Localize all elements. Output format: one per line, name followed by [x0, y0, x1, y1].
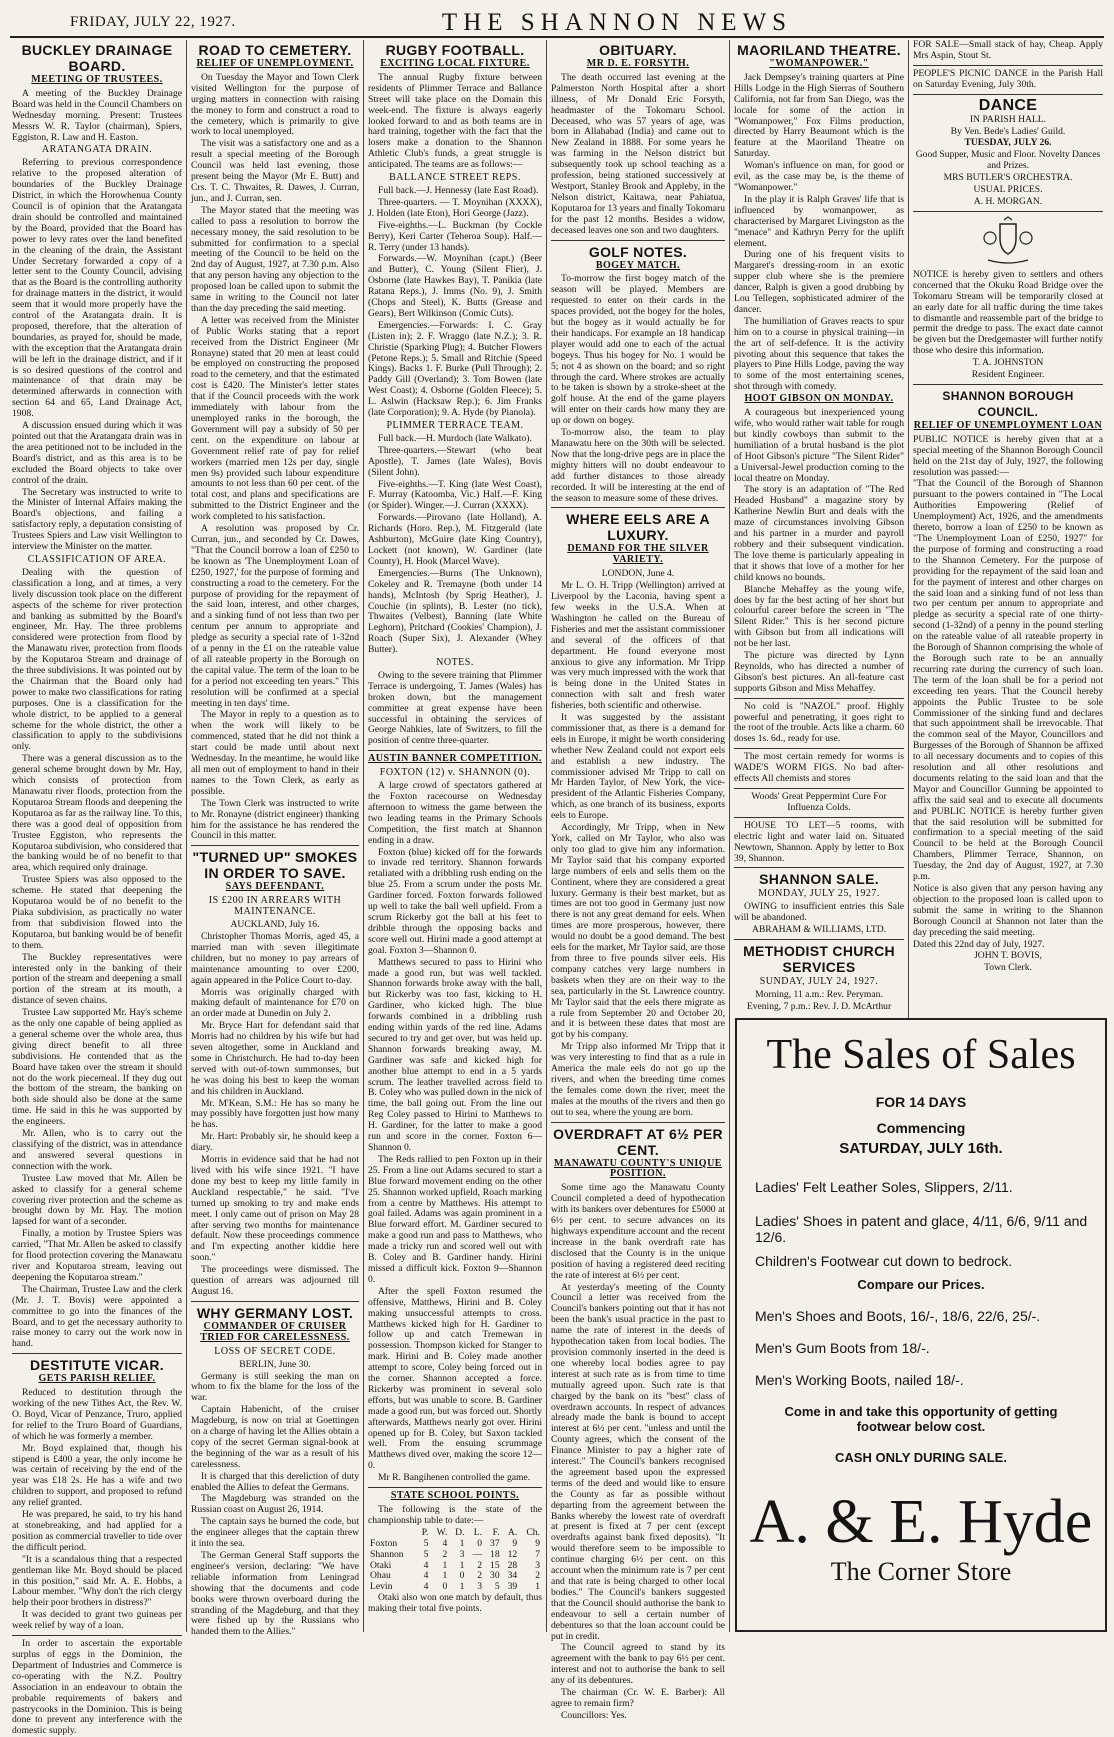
divider [191, 845, 359, 846]
paragraph: "It is a scandalous thing that a respected gentleman like Mr. Boyd should be placed in this position," said Mr. A. E. Hobbs, a Labour member. "Why don't the rich clergy help their poor brothers in distress?" [12, 1553, 182, 1609]
table-header-cell: W. [436, 1526, 448, 1538]
table-cell: 3 [459, 1548, 465, 1560]
table-cell: 1 [535, 1581, 540, 1593]
dance-orchestra: MRS BUTLER'S ORCHESTRA. [943, 172, 1073, 184]
dance-host: By Ven. Bede's Ladies' Guild. [950, 125, 1066, 137]
paragraph: Full back.—J. Hennessy (late East Road). [378, 184, 539, 196]
table-cell: — [472, 1548, 483, 1560]
paragraph: PUBLIC NOTICE is hereby given that at a special meeting of the Shannon Borough Council held on the 21st day of July, 1927, the following resolution was passed:— [913, 433, 1103, 478]
table-cell: 0 [459, 1570, 465, 1582]
section-subheading: BALLANCE STREET REPS. [389, 172, 521, 184]
paragraph: It was decided to grant two guineas per week relief by way of a loan. [12, 1609, 182, 1632]
dateline: LONDON, June 4. [601, 568, 675, 580]
table-cell: 9 [535, 1537, 540, 1549]
column-rule [363, 40, 364, 1632]
paragraph: Mr. Bryce Hart for defendant said that Morris had no children by his wife but had seven altogether, some in Auckland and some in Christchurch. He had to-day been served with out-of-town summonses, but he was doing his best to keep the woman and his children in Auckland. [191, 1020, 359, 1097]
paragraph: In order to ascertain the exportable surplus of eggs in the Dominion, the Department of Industries and Commerce is co-operating with the N.Z. Poultry Association in an endeavour to obtain the probable requirements of bakers and pastrycooks in the Dominion. This is being done to prevent any interference with the domestic supply. [12, 1638, 182, 1737]
table-cell: 12 [507, 1548, 518, 1560]
paragraph: A large crowd of spectators gathered at the Foxton racecourse on Wednesday afternoon to witness the game between the two leading teams in the Primary Schools Competition, the first match at Shannon ending in a draw. [368, 780, 542, 846]
article-subheading: COMMANDER OF CRUISER TRIED FOR CARELESSNESS. [200, 1320, 350, 1343]
table-cell: 4 [423, 1581, 429, 1593]
sales-advertisement [735, 1018, 1107, 1632]
article-subheading: DEMAND FOR THE SILVER VARIETY. [567, 543, 709, 566]
paragraph: The picture was directed by Lynn Reynolds, who has directed a number of Gibson's best pictures. An all-feature cast supports Gibson and Miss Mehaffey. [734, 650, 904, 694]
paragraph: The humiliation of Graves reacts to spur him on to a course in physical training—in the art of self-defence. It is the activity pivoting about this sequence that takes the players to Pine Hills Lodge, paving the way to some of the most entertaining scenes, shot through with comedy. [734, 315, 904, 393]
newspaper-title: THE SHANNON NEWS [441, 9, 793, 36]
paragraph: To-morrow also, the team to play Manawatu here on the 30th will be selected. Now that the long-drive pegs are in place the mighty hitters will no doubt endeavour to add further distances to those already recorded. It will be interesting at the end of the season to measure some of these drives. [551, 427, 725, 504]
firm-name: A. & E. Hyde [749, 1488, 1093, 1556]
paragraph: Councillors: Yes. [561, 1709, 627, 1721]
paragraph: In the play it is Ralph Graves' life that is influenced by womanpower, as characterised by Margaret Livingston as the "menace" and Kathryn Perry for the uplift element. [734, 193, 904, 249]
table-cell: Shannon [370, 1548, 404, 1560]
paragraph: Mr Tripp also informed Mr Tripp that it was very interesting to find that as a rule in America the male eels do not go up the rivers, and when the breeding time comes the females come down the river, meet the males at the mouths of the rivers and then go out to sea, where the young are born. [551, 1041, 725, 1118]
table-cell: 5 [423, 1548, 429, 1560]
article-subheading: FOXTON (12) v. SHANNON (0). [379, 767, 531, 779]
table-cell: Levin [370, 1581, 393, 1593]
paragraph: Mr L. O. H. Tripp (Wellington) arrived at Liverpool by the Laconia, having spent a few weeks in the U.S.A. When at Washington he called on the Bureau of Fisheries and met the assistant commissioner and several of the officers of that department. He found everyone most anxious to give any information. Mr Tripp was very much impressed with the work that is being done in the United States in connection with salt and fresh water fisheries, both scientific and otherwise. [551, 580, 725, 712]
table-row [368, 1550, 542, 1561]
sales-start-date: SATURDAY, JULY 16th. [839, 1140, 1003, 1157]
council-signature: JOHN T. BOVIS, [974, 950, 1042, 962]
sales-title: The Sales of Sales [766, 1032, 1076, 1078]
sales-item: Men's Gum Boots from 18/-. [755, 1340, 930, 1356]
dance-signature: A. H. MORGAN. [973, 195, 1043, 207]
table-cell: 5 [494, 1581, 500, 1593]
section-subheading: CLASSIFICATION OF AREA. [27, 553, 167, 565]
dance-prices: USUAL PRICES. [973, 184, 1043, 196]
notice-signature: T. A. JOHNSTON [972, 357, 1044, 369]
column-1 [12, 40, 182, 1737]
paragraph: Captain Habenicht, of the cruiser Magdeburg, is now on trial at Goettingen on a charge of having let the Allies obtain a copy of the secret German signal-book at the beginning of the war as a result of his carelessness. [191, 1404, 359, 1470]
article-heading: OVERDRAFT AT 6½ PER CENT. [553, 1125, 723, 1158]
paragraph: During one of his frequent visits to Margaret's dressing-room in an exotic supper club where she is the premiere dancer, Ralph is given a good drubbing by Lou Tellegen, sophisticated admirer of the dancer. [734, 249, 904, 315]
sales-item: Men's Shoes and Boots, 16/-, 18/6, 22/6, 25/-. [755, 1308, 1041, 1324]
article-subheading: "WOMANPOWER." [769, 58, 869, 69]
paragraph: The Reds rallied to pen Foxton up in their 25. From a line out Adams secured to start a Blue forward movement ending on the other 25. Shannon worked upfield, Roach marking from a centre by Matthews. His attempt to goal failed. Adams was again prominent in a Blue forward effort. M. Gardiner secured to make a good run and pass to Matthews, who made a tricky run and scored well out with B. Coley and B. Gardiner handy. Hirini missed a difficult kick. Foxton 9—Shannon 0. [368, 1153, 542, 1285]
sale-date: MONDAY, JULY 25, 1927. [758, 888, 880, 900]
divider [734, 867, 904, 868]
table-cell: Ohau [370, 1570, 391, 1582]
paragraph: Reduced to destitution through the working of the new Tithes Act, the Rev. W. O. Boyd, Vicar of Penzance, Truro, applied for relief to the Truro Board of Guardians, of which he was formerly a member. [12, 1387, 182, 1442]
paragraph: Mr. Allen, who is to carry out the classifying of the district, was in attendance and answered several questions in connection with the work. [12, 1128, 182, 1172]
paragraph: Dated this 22nd day of July, 1927. [913, 938, 1045, 950]
divider [734, 788, 904, 789]
paragraph: The chairman (Cr. W. E. Barber): All agree to remain firm? [551, 1687, 725, 1709]
church-heading: METHODIST CHURCH SERVICES [743, 943, 895, 976]
divider [12, 1353, 182, 1354]
article-subheading: EXCITING LOCAL FIXTURE. [380, 58, 530, 69]
paragraph: The annual Rugby fixture between residents of Plimmer Terrace and Ballance Street will take place on the Domain this week-end. The fixture is always eagerly looked forward to and as both teams are in hard training, together with the fact that the losers make a donation to the Shannon Athletic Club's funds, a great struggle is anticipated. The teams are as follows:— [368, 71, 542, 171]
divider [734, 817, 904, 818]
divider [734, 939, 904, 940]
paragraph: Mr. Hart: Probably sir, he should keep a diary. [191, 1131, 359, 1154]
dance-heading: DANCE [978, 96, 1038, 114]
divider [368, 1487, 542, 1488]
paragraph: Full back.—H. Murdoch (late Walkato). [378, 432, 532, 444]
table-cell: 1 [459, 1581, 465, 1593]
paragraph: The Magdeburg was stranded on the Russian coast on August 26, 1914. [191, 1493, 359, 1516]
dance-date: TUESDAY, JULY 26. [964, 137, 1052, 149]
table-header-cell: P. [421, 1526, 429, 1538]
divider [913, 94, 1103, 95]
article-subheading: SAYS DEFENDANT. [225, 881, 325, 893]
paragraph: The Chairman, Trustee Law and the clerk (Mr. J. T. Bovis) were appointed a committee to go into the finances of the Board, and to get the necessary authority to raise money to carry out the work now in hand. [12, 1283, 182, 1350]
article-heading: WHERE EELS ARE A LUXURY. [566, 511, 710, 544]
table-cell: 39 [507, 1581, 518, 1593]
paragraph: "That the Council of the Borough of Shannon pursuant to the powers contained in "The Local Authorities Empowering (Relief of Unemployment) Act, 1926, and the amendments thereto, borrow a loan of £250 to be known as "The Unemployment Loan of £250, 1927" for the purpose of forming and constructing a road to the Shannon Cemetery. For the purpose of providing for the repayment of the said loan and for the payment of interest and other charges on the said loan and a sinking fund of not less than two per centum per annum to appropriate and pledge as security a special rate of one thirty-second (1-32nd) of a penny in the pound sterling on the rateable value of all rateable property in the Borough of Shannon comprising the whole of the Borough such rate to be an annually recurring rate during the currency of such loan. The term of the loan shall be for a period not exceeding ten years. That the Council hereby appoints the Public Trustee to be sole Commissioner of the sinking fund and declares that such appointment shall be irrevocable. That the common seal of the Mayor, Councillors and Burgesses of the Borough of Shannon be affixed to all necessary documents and to copies of this resolution and all other resolutions and documents relating to the said loan and that the Mayor and Councillor Gunning be appointed to affix the said seal and to execute all documents and PUBLIC NOTICE is hereby further given that the said resolution will be submitted for confirmation to a special meeting of the said Council to be held at the Borough Council Chambers, Plimmer Terrace, Shannon, on Tuesday, the 2nd day of August, 1927, at 7.30 p.m. [913, 478, 1103, 883]
table-cell: 30 [490, 1570, 500, 1582]
table-cell: 0 [442, 1581, 448, 1593]
article-heading: DESTITUTE VICAR. [30, 1357, 164, 1374]
article-heading: "TURNED UP" SMOKES IN ORDER TO SAVE. [192, 849, 358, 882]
paragraph: Trustee Law supported Mr. Hay's scheme as the only one capable of being applied as a general scheme over the whole area, thus giving direct benefit to all three subdivisions. He contended that as the Board have taken over the stream it should not do the work piecemeal. If they dug out the bottom of the stream, the banking on both side should also be done at the same time. He said in this he was supported by the engineers. [12, 1007, 182, 1128]
paragraph: There was a general discussion as to the general scheme brought down by Mr. Hay, which consists of protection from Manawatu river floods, protection from the Koputaroa Stream floods and deepening the Koputaroa as far as the railway line. To this, there was a good deal of opposition from Trustee Eggiston, who represents the Koputaroa subdivision, who considered that the banking would be of no benefit to that area, which required only drainage. [12, 753, 182, 874]
paragraph: A courageous but inexperienced young wife, who would rather wait table for rough but kindly cowboys than submit to the humiliation of a brutal husband is the plot of Hoot Gibson's picture "The Silent Rider" a Universal-Jewel production coming to the local theatre on Monday. [734, 407, 904, 484]
dateline: AUCKLAND, July 16. [230, 919, 320, 931]
column-rule [729, 40, 730, 1632]
table-cell: 15 [490, 1559, 500, 1571]
church-morning: Morning, 11 a.m.: Rev. Peryman. [755, 988, 883, 1000]
sales-invitation: Come in and take this opportunity of getting footwear below cost. [784, 1404, 1058, 1434]
table-cell: 3 [477, 1581, 483, 1593]
table-cell: 1 [442, 1559, 448, 1571]
table-cell: 4 [423, 1559, 429, 1571]
paragraph: It is charged that this dereliction of duty enabled the Allies to defeat the Germans. [191, 1470, 359, 1493]
church-evening: Evening, 7 p.m.: Rev. J. D. McArthur [746, 1000, 892, 1012]
table-cell: 1 [459, 1559, 465, 1571]
column-6 [913, 40, 1103, 1015]
paragraph: Woman's influence on man, for good or evil, as the case may be, is the theme of "Womanpower." [734, 160, 904, 193]
paragraph: The Town Clerk was instructed to write to Mr. Ronayne (district engineer) thanking him for the assistance he has rendered the Council in this matter. [191, 797, 359, 842]
paragraph: He was prepared, he said, to try his hand at stonebreaking, and had applied for a position as commercial traveller to tide over the difficult period. [12, 1509, 182, 1553]
paragraph: Jack Dempsey's training quarters at Pine Hills Lodge in the High Sierras of Southern California, not far from San Diego, was the locale for some of the action in "Womanpower," Fox Films production, directed by Harry Beaumont which is the feature at the Maoriland Theatre on Saturday. [734, 71, 904, 160]
article-heading: WHY GERMANY LOST. [196, 1304, 354, 1321]
paragraph: Accordingly, Mr Tripp, when in New York, called on Mr Taylor, who also was only too glad to give him any information. Mr Taylor said that his company exported large numbers of eels and sells them on the Continent, where they are considered a great luxury. Germany is their best market, but as times are not too good in Germany just now there is not any great demand for eels. When times are more prosperous, however, there would no doubt be a good demand. The best eels for the market, Mr Taylor said, are those from three to five pounds silver eels. His company catches very large numbers in baskets when they are on their way to the sea, particularly in the St. Lawrence country. Mr Taylor said that the eels there migrate as a rule from September 20 and October 20, and it is between these dates that most are got by his company. [551, 822, 725, 1041]
paragraph: Forwards.—W. Moynihan (capt.) (Beer and Butter), C. Young (Silent Flier), J. Osborne (late Hawkes Bay), T. Panikia (late Ratana Reps.), J. Imms (No. 9), J. Smith (Chops and Steel), K. Butts (Grease and Gears), Bert Wilkinson (Comic Cuts). [368, 253, 542, 319]
paragraph: Mr. Boyd explained that, though his stipend is £400 a year, the only income he was certain of receiving by the end of the year was £18 2s. He has a wife and two children to support, and proposed to refund any relief granted. [12, 1442, 182, 1509]
paragraph: The death occurred last evening at the Palmerston North Hospital after a short illness, of Mr Donald Eric Forsyth, headmaster of the Tokomaru School. Deceased, who was 57 years of age, was born in Allahabad (India) and came out to New Zealand in 1888. For some years he was farming in the Nelson district but subsequently took up school teaching as a profession, being stationed successively at Westport, Stanley Brook and Appleby, in the Nelson district, Kaitawa, near Pahiatua, Koputaroa for 13 years and finally Tokomaru for the past 12 months. Besides a widow, deceased leaves one son and two daughters. [551, 71, 725, 236]
paragraph: Christopher Thomas Morris, aged 45, a married man with seven illegitimate children, but no money to pay arrears of maintenance amounting to over £200, again appeared in the Police Court to-day. [191, 930, 359, 986]
paragraph: Trustee Spiers was also opposed to the scheme. He stated that deepening the Koputaroa would be of no benefit to the Piaka subdivision, as practically no water from that subdivision flowed into the Koputaroa, but banking would be of benefit to them. [12, 874, 182, 951]
article-subheading: LOSS OF SECRET CODE. [214, 1345, 336, 1357]
paragraph: After the spell Foxton resumed the offensive, Matthews, Hirini and B. Coley making unsuccessful attempts to cross. Matthews kicked high for H. Gardiner to follow up and catch Tremewan in possession. Thompson kicked for Stanger to mark. Hirini and B. Coley made another attempt to score, Coley being forced out in the corner. Shannon accepted a force. Rickerby was prominent in several solo efforts, but was unable to score. B. Gardiner made a good run, but was forced out. Shortly afterwards, Matthews nearly got over. Hirini opened up for B. Coley, but Saxon tackled well. From the ensuing scrummage Matthews dived over, making the score 12—0. [368, 1285, 542, 1472]
paragraph: Notice is also given that any person having any objection to the proposed loan is called upon to submit the same in writing to the Shannon Borough Council at Shannon not later than the day preceding the said meeting. [913, 883, 1103, 938]
paragraph: Three-quarters. — T. Moynihan (XXXX), J. Holden (late Eton), Hori George (Jazz). [368, 196, 542, 219]
paragraph: The story is an adaptation of "The Red Headed Husband" a magazine story by Katherine Newlin Burt and deals with the maze of circumstances involving Gibson and his partner in a murder and payroll robbery and their subsequent vindication. The love theme is particularly appealing in that it shows that love of a mother for her child knows no bounds. [734, 484, 904, 583]
table-cell: 9 [512, 1537, 518, 1549]
paragraph: Five-eighths.—T. King (late West Coast), F. Murray (Katoomba, Vic.) Half.—F. King (or Spider). Winger.—J. Curran (XXXX). [368, 478, 542, 512]
sale-heading: SHANNON SALE. [759, 871, 879, 888]
section-subheading: NOTES. [436, 657, 474, 669]
paragraph: Finally, a motion by Trustee Spiers was carried, "That Mr. Allen be asked to classify for flood protection covering the Manawatu river and Koputaroa stream, leaving out deepening the Koputaroa stream." [12, 1228, 182, 1283]
paragraph: It was suggested by the assistant commissioner that, as there is a demand for eels in Europe, it might be worth considering whether New Zealand could not export eels and establish a new industry. The commissioner advised Mr Tripp to call on Mr Harden Taylor, of New York, the vice-president of the Atlantic Fisheries Company, which, as one branch of its business, exports eels to Europe. [551, 712, 725, 822]
sales-item: Ladies' Shoes in patent and glace, 4/11, 6/6, 9/11 and 12/6. [755, 1213, 1088, 1245]
paragraph: Some time ago the Manawatu County Council completed a deed of hypothecation with its bankers over debentures for £5000 at 6½ per cent. to secure advances on its highways expenditure account and the recent increase in the bank overdraft rate has disclosed that the County is in the unique position of having a registered deed reciting the rate of interest at 6½ per cent. [551, 1182, 725, 1281]
paragraph: Trustee Law moved that Mr. Allen be asked to classify for a general scheme covering river protection and the scheme as brought down by Mr. Hay. The motion lapsed for want of a seconder. [12, 1172, 182, 1228]
paragraph: A meeting of the Buckley Drainage Board was held in the Council Chambers on Wednesday morning. Present: Trustees Messrs W. R. Taylor (chairman), Spiers, Eggiston, R. Law and H. Easton. [12, 87, 182, 143]
divider [913, 384, 1103, 385]
paragraph: Forwards.—Pirovano (late Holland), A. Richards (Horo. Rep.), M. Fitzgerald (late Ashburton), McGuire (late King Country), Lockett (not known), W. Gardiner (late County), H. Hook (Marcel Wave). [368, 512, 542, 567]
column-rule [546, 40, 547, 1632]
column-rule [186, 40, 187, 1632]
table-cell: 0 [477, 1537, 483, 1549]
table-cell: Otaki [370, 1559, 392, 1571]
article-heading: AUSTIN BANNER COMPETITION. [368, 753, 542, 765]
article-heading: RUGBY FOOTBALL. [385, 42, 525, 58]
article-subheading: MR D. E. FORSYTH. [586, 58, 690, 69]
paragraph: Owing to the severe training that Plimmer Terrace is undergoing, T. James (Wales) has broken down, but the management committee at great expense have been successful in obtaining the services of George Nahkies, late of Switzers, to fill the position of centre three-quarter. [368, 669, 542, 747]
table-cell: 1 [459, 1537, 465, 1549]
table-header-cell: A. [507, 1526, 518, 1538]
paragraph: Morris in evidence said that he had not lived with his wife since 1921. "I have done my best to keep my little family in Auckland respectable," he said. "I've turned up smoking to try and make ends meet. I only came out of prison on May 28 after serving two months for maintenance default. Now these proceedings commence and I'm expecting another kiddie here soon." [191, 1154, 359, 1264]
classified-ad: Woods' Great Peppermint Cure For Influenza Colds. [751, 791, 887, 813]
article-heading: HOOT GIBSON ON MONDAY. [744, 393, 894, 405]
table-header-cell: L. [473, 1526, 483, 1538]
sales-compare: Compare our Prices. [857, 1277, 985, 1292]
paragraph: Otaki also won one match by default, thus making their total five points. [368, 1592, 542, 1615]
table-cell: 5 [423, 1537, 429, 1549]
article-subheading: GETS PARISH RELIEF. [38, 1373, 156, 1385]
classified-ad: The most certain remedy for worms is WADE'S WORM FIGS. No bad after-effects All chemists and stores [734, 751, 904, 785]
table-cell: 7 [535, 1548, 540, 1560]
church-date: SUNDAY, JULY 24, 1927. [759, 976, 879, 988]
divider [551, 1122, 725, 1123]
article-subheading: IS £200 IN ARREARS WITH MAINTENANCE. [208, 895, 342, 918]
table-header-cell: D. [455, 1526, 465, 1538]
divider [913, 211, 1103, 212]
paragraph: Morris was originally charged with making default of maintenance for £70 on an order made at Dunedin on July 2. [191, 986, 359, 1020]
paragraph: A letter was received from the Minister of Public Works stating that a report received from the District Engineer (Mr Ronayne) stated that 20 men at least could be employed on constructing the proposed road to the cemetery, and that the estimated cost is £420. The Minister's letter states that if the Council proceeds with the work immediately with labour from the unemployed ranks in the borough, the Government will pay a subsidy of 50 per cent. on the expenditure on labour at Government relief rate of pay for relief workers (married men 12s per day, single men 9s) provided such labour expenditure amounts to not less than 60 per cent. of the total cost, and plans and specifications are submitted to the District Engineer and the work completed to his satisfaction. [191, 314, 359, 523]
table-cell: 4 [423, 1570, 429, 1582]
paragraph: Mr. M'Kean, S.M.: He has so many he may possibly have forgotten just how many he has. [191, 1097, 359, 1131]
article-subheading: BOGEY MATCH. [595, 259, 681, 271]
firm-tagline: The Corner Store [830, 1557, 1012, 1586]
table-cell: 2 [477, 1559, 483, 1571]
paragraph: The Council agreed to stand by its agreement with the bank to pay 6½ per cent. interest and not to authorise the bank to sell any of its debentures. [551, 1642, 725, 1687]
paragraph: Blanche Mehaffey as the young wife, does by far the best acting of her short but colourful career before the screen in "The Silent Rider." This is her second picture with Gibson but from all indications will not be her last. [734, 583, 904, 650]
table-cell: 28 [507, 1559, 518, 1571]
sales-duration: FOR 14 DAYS [875, 1094, 967, 1110]
dance-details: Good Supper, Music and Floor. Novelty Dances and Prizes. [915, 149, 1101, 172]
paragraph: Three-quarters.—Stewart (who beat Apostle), T. James (late Wales), Bovis (Silent John). [368, 444, 542, 478]
paragraph: The Mayor stated that the meeting was called to pass a resolution to borrow the necessary money, the said resolution to be submitted for confirmation to a special meeting of the Council to be held on the 2nd day of August, 1927, at 7.30 p.m. Also that any person having any objection to the proposed loan be called upon to submit the same in writing to the Council not later than the day preceding the said meeting. [191, 204, 359, 314]
paragraph: Matthews secured to pass to Hirini who made a good run, but was well tackled. Shannon forwards broke away with the ball, but Rickerby was too fast, kicking to H. Gardiner, who kicked high. The blue forwards combined in a dribbling rush ending within yards of the red line. Adams secured to try and get over, but was held up. Shannon forwards breaking away, M. Gardiner was safe and kicked high for another blue attempt to end in a 5 yards scrum. The leather travelled across field to B. Coley who was pulled down in the nick of time, the ball going out. From the line out Reg Coley passed to Hirini to Matthews to H. Gardiner, for the latter to make a good run and score in the corner. Foxton 6—Shannon 0. [368, 956, 542, 1153]
table-cell: 2 [477, 1570, 483, 1582]
article-heading: STATE SCHOOL POINTS. [390, 1490, 520, 1502]
paragraph: The captain says he burned the code, but the engineer alleges that the captain threw it into the sea. [191, 1516, 359, 1550]
classified-ad: PEOPLE'S PICNIC DANCE in the Parish Hall on Saturday Evening, July 30th. [913, 67, 1103, 90]
paragraph: Emergencies.—Burns (The Unknown), Cokeley and R. Tremayne (both under 14 hands), McIntosh (by Sprig Heather), J. Couchie (in splints), B. Lester (no tick), Thwaites (Velbest), Banning (late White Leghorn), Pritchard (Cookies' Champion), J. Roach (Super Six), J. Alexander (Whey Butter). [368, 567, 542, 656]
paragraph: On Tuesday the Mayor and Town Clerk visited Wellington for the purpose of urging matters in connection with raising the money to form and construct a road to the cemetery, which is primarily to give work to local unemployed. [191, 71, 359, 138]
table-cell: 2 [535, 1570, 540, 1582]
paragraph: The following is the state of the championship table to date:— [368, 1504, 542, 1526]
table-cell: Foxton [370, 1537, 398, 1549]
championship-table [368, 1528, 542, 1593]
article-heading: MAORILAND THEATRE. [737, 42, 901, 58]
sales-item: Ladies' Felt Leather Soles, Slippers, 2/11. [755, 1179, 1013, 1195]
table-row [368, 1539, 542, 1550]
sale-firm: ABRAHAM & WILLIAMS, LTD. [751, 924, 887, 936]
notice-text: NOTICE is hereby given to settlers and others concerned that the Okuku Road Bridge over the Tokomaru Stream will be temporarily closed at an early date for all traffic during the time takes to dismantle and reassemble part of the bridge to permit the dredge to pass. The exact date cannot be given but the Dredgemaster will further notify those who desire this information. [913, 268, 1103, 357]
column-2 [191, 40, 359, 1638]
classified-ad: FOR SALE—Small stack of hay, Cheap. Apply Mrs Aspin, Stout St. [913, 39, 1103, 61]
paragraph: The Buckley representatives were interested only in the banking of their portion of the stream and deepening a small portion of the stream at its mouth, a distance of seven chains. [12, 951, 182, 1007]
article-heading: ROAD TO CEMETERY. [198, 42, 352, 58]
article-subheading: MANAWATU COUNTY'S UNIQUE POSITION. [554, 1157, 722, 1180]
masthead [10, 8, 1104, 38]
classified-ad: No cold is "NAZOL" proof. Highly powerful and penetrating, it goes right to the root of the trouble. Acts like a charm. 60 doses 1s. 6d., ready for use. [734, 700, 904, 745]
paragraph: Dealing with the question of classification a long, and at times, a very lively discussion took place on the different aspects of the scheme for river protection and banking as submitted by the Board's engineer, Mr. Hay. The three problems considered were protection from flood by the Manawatu river, protection from floods by the Koputaroa Stream and drainage of the three subdivisions. It was pointed out by the Chairman that the Board only had power to make two classifications for rating purposes. One is a classification for the whole district, to be applied to a general scheme for the whole district, the other a classification to apply to the subdivisions only. [12, 566, 182, 753]
paragraph: Referring to previous correspondence relative to the proposed alteration of boundaries of the Buckley Drainage District, in which the Horowhenua County Council is of opinion that the Aratangata drain should be controlled and maintained by the Board, provided that the Board has power to levy rates over the land benefited in the cleaning of the drain, the Assistant Under Secretary forwarded a copy of a letter sent to the County Council, advising that as the Board is the controlling authority for drainage matters in the district, it would seem that it would more properly have the control of the Aratangata drain. It is proposed, therefore, that the alteration of boundaries, as prayed for, should be made, with the exception that the Aratangata drain will be left in the drainage district, and if it is so desired questions of the control and maintenance of that drain may be determined afterwards in connection with section 64 and 65, Land Drainage Act, 1908. [12, 157, 182, 420]
table-cell: 1 [442, 1570, 448, 1582]
sales-commencing: Commencing [876, 1120, 966, 1136]
dateline: BERLIN, June 30. [239, 1358, 311, 1370]
sales-item: Men's Working Boots, nailed 18/-. [755, 1372, 964, 1388]
paragraph: The proceedings were dismissed. The question of arrears was adjourned till August 16. [191, 1264, 359, 1297]
table-header-cell: Ch. [526, 1526, 540, 1538]
paragraph: Mr R. Bangihenen controlled the game. [378, 1472, 531, 1484]
paragraph: Five-eighths.—L. Buckman (by Cockle Berry), Keri Carter (Teheroa Soup). Half.—R. Terry (under 13 hands). [368, 219, 542, 253]
council-title: Town Clerk. [984, 962, 1032, 974]
article-heading: OBITUARY. [599, 42, 677, 58]
divider [368, 750, 542, 751]
article-subheading: MEETING OF TRUSTEES. [31, 74, 163, 85]
paragraph: The German General Staff supports the engineer's version, declaring: "We have reliable information from Leningrad showing that the documents and code books were thrown overboard during the stranding of the Magdeburg, and that they were fished up by the Russians who handed them to the Allies." [191, 1550, 359, 1638]
classified-ad: HOUSE TO LET—5 rooms, with electric light and water laid on. Situated Newtown, Shannon. Apply by letter to Box 39, Shannon. [734, 819, 904, 864]
divider [913, 65, 1103, 66]
council-subheading: RELIEF OF UNEMPLOYMENT LOAN [913, 419, 1103, 431]
divider [191, 1301, 359, 1302]
paragraph: Foxton (blue) kicked off for the forwards to invade red territory. Shannon forwards retaliated with a dribbling rush ending on the blue 25. From a scrum under the posts Mr. Gardiner forced. Foxton forwards followed up well to take the ball well upfield. From a scrum Rickerby got the ball at his feet to dribble through the opposing backs and score well out. Hirini made a good attempt at goal. Foxton 3—Shannon 0. [368, 846, 542, 956]
council-heading: SHANNON BOROUGH COUNCIL. [942, 388, 1074, 419]
paragraph: The Mayor in reply to a question as to when the work will likely to be commenced, stated that he did not think a start could be made until about next Wednesday. In the meantime, he would like all men out of employment to hand in their names to the Town Clerk, as early as possible. [191, 709, 359, 797]
issue-date: FRIDAY, JULY 22, 1927. [70, 14, 236, 30]
coat-of-arms-icon [978, 216, 1038, 266]
column-3 [368, 40, 542, 1632]
table-header-cell: F. [492, 1526, 500, 1538]
paragraph: To-morrow the first bogey match of the season will be played. Members are requested to enter on their cards in the spaces provided, not the bogey for the holes, but the bogey as it would actually be for their handicaps. For example an 18 handicap player would add one to each of the actual bogeys. Thus his bogey for No. 1 would be 5; not 4 as shown on the board; and so right through the card. Where strokes are actually to be taken is shown by a stroke-sheet at the golf house. At the end of the game players will enter on their cards how many they are up or down on bogey. [551, 273, 725, 427]
table-cell: 2 [442, 1548, 448, 1560]
article-subheading: RELIEF OF UNEMPLOYMENT. [196, 58, 354, 69]
divider [734, 698, 904, 699]
notice-title: Resident Engineer. [971, 369, 1045, 381]
paragraph: The visit was a satisfactory one and as a result a special meeting of the Borough Council was held last evening, those present being the Mayor (Mr E. Butt) and Crs. T. C. Thwaites, R. Dawes, J. Curran, jun., and J. Curran, sen. [191, 138, 359, 204]
column-5 [734, 40, 904, 1015]
table-cell: 18 [490, 1548, 500, 1560]
table-cell: 3 [535, 1559, 540, 1571]
sales-terms: CASH ONLY DURING SALE. [835, 1450, 1007, 1465]
divider [551, 507, 725, 508]
table-cell: 37 [490, 1537, 500, 1549]
paragraph: The Secretary was instructed to write to the Minister of Internal Affairs making the Board's objections, and failing a satisfactory reply, a deputation consisting of Trustees Spiers and Law visit Wellington to interview the Minister on the matter. [12, 486, 182, 553]
article-heading: GOLF NOTES. [588, 243, 688, 260]
paragraph: At yesterday's meeting of the County Council a letter was received from the Council's bankers pointing out that it has not been the bank's usual practice in the past to name the rate of interest in the deeds of hypothecation taken from local bodies. The provision commonly inserted in the deed is one whereby local bodies agree to pay interest at such rate as is from time to time mutually agreed upon. Such rate is that charged by the bank on its "best" class of overdrawn accounts. In respect of advances already made the bank is bound to accept interest at 6½ per cent. "unless and until the County agrees, which the consent of the Finance Minister to pay a higher rate of interest." The Council's bankers recognised the agreement based upon the expressed terms of the deed and would like to ensure the County as far as possible without departing from the agreement between the Banks whereby the lowest rate of overdraft at present is fixed at 7 per cent (except overdrafts against bank fixed deposits). "It would therefore seem to be impossible to continue charging 6½ per cent. on this account when the minimum rate is 7 per cent and that rate is being charged to other local bodies." The Council's bankers suggested that the Council should authorise the bank to endeavour to sell a certain number of debentures so that the loan account could be put in credit. [551, 1281, 725, 1642]
divider [734, 748, 904, 749]
paragraph: Emergencies.—Forwards: I. C. Gray (Listen in); 2. F. Wraggo (late N.Z.); 3. R. Christie (Sparking Plug); 4. Butcher Flowers (Petone Reps.); 5. Small and Ritchie (Speed Kings). Backs 1. F. Burke (Pull Through); 2. Paddy Gill (Overland); 3. Tom Bowen (late West Coast); 4. Osborne (Golden Fleece); 5. L. Aslwin (Hacksaw Rep.); 6. Jim Franks (late Corporation); 9. A. Hyde (by Pianola). [368, 319, 542, 419]
table-cell: 4 [442, 1537, 448, 1549]
paragraph: A discussion ensued during which it was pointed out that the Aratangata drain was in the area petitioned not to be included in the Board's district, and as this area is to be excluded the Board objects to take over control of the drain. [12, 420, 182, 486]
section-subheading: PLIMMER TERRACE TEAM. [386, 420, 524, 431]
paragraph: Germany is still seeking the man on whom to fix the blame for the loss of the war. [191, 1370, 359, 1404]
article-heading: BUCKLEY DRAINAGE BOARD. [21, 42, 173, 74]
dance-place: IN PARISH HALL. [969, 113, 1047, 125]
divider [12, 1635, 182, 1636]
section-subheading: ARATANGATA DRAIN. [41, 144, 153, 156]
sales-item: Children's Footwear cut down to bedrock. [755, 1253, 1013, 1269]
table-cell: 34 [507, 1570, 518, 1582]
sale-notice: OWING to insufficient entries this Sale will be abandoned. [734, 901, 904, 924]
divider [551, 240, 725, 241]
column-4 [551, 40, 725, 1721]
paragraph: A resolution was proposed by Cr. Curran, jun., and seconded by Cr. Dawes, "That the Council borrow a loan of £250 to be known as 'The Unemployment Loan of £250, 1927,' for the purpose of forming and constructing a road to the cemetery. For the purpose of providing for the repayment of the said loan, interest, and other charges, and a sinking fund of not less than two per centum per annum to appropriate and pledge as security a special rate of 1-32nd of a penny in the £1 on the rateable value of all rateable property in the Borough on the capital value. The term of the loan to be for a period not exceeding ten years." This resolution will be confirmed at a special meeting in ten days' time. [191, 523, 359, 709]
